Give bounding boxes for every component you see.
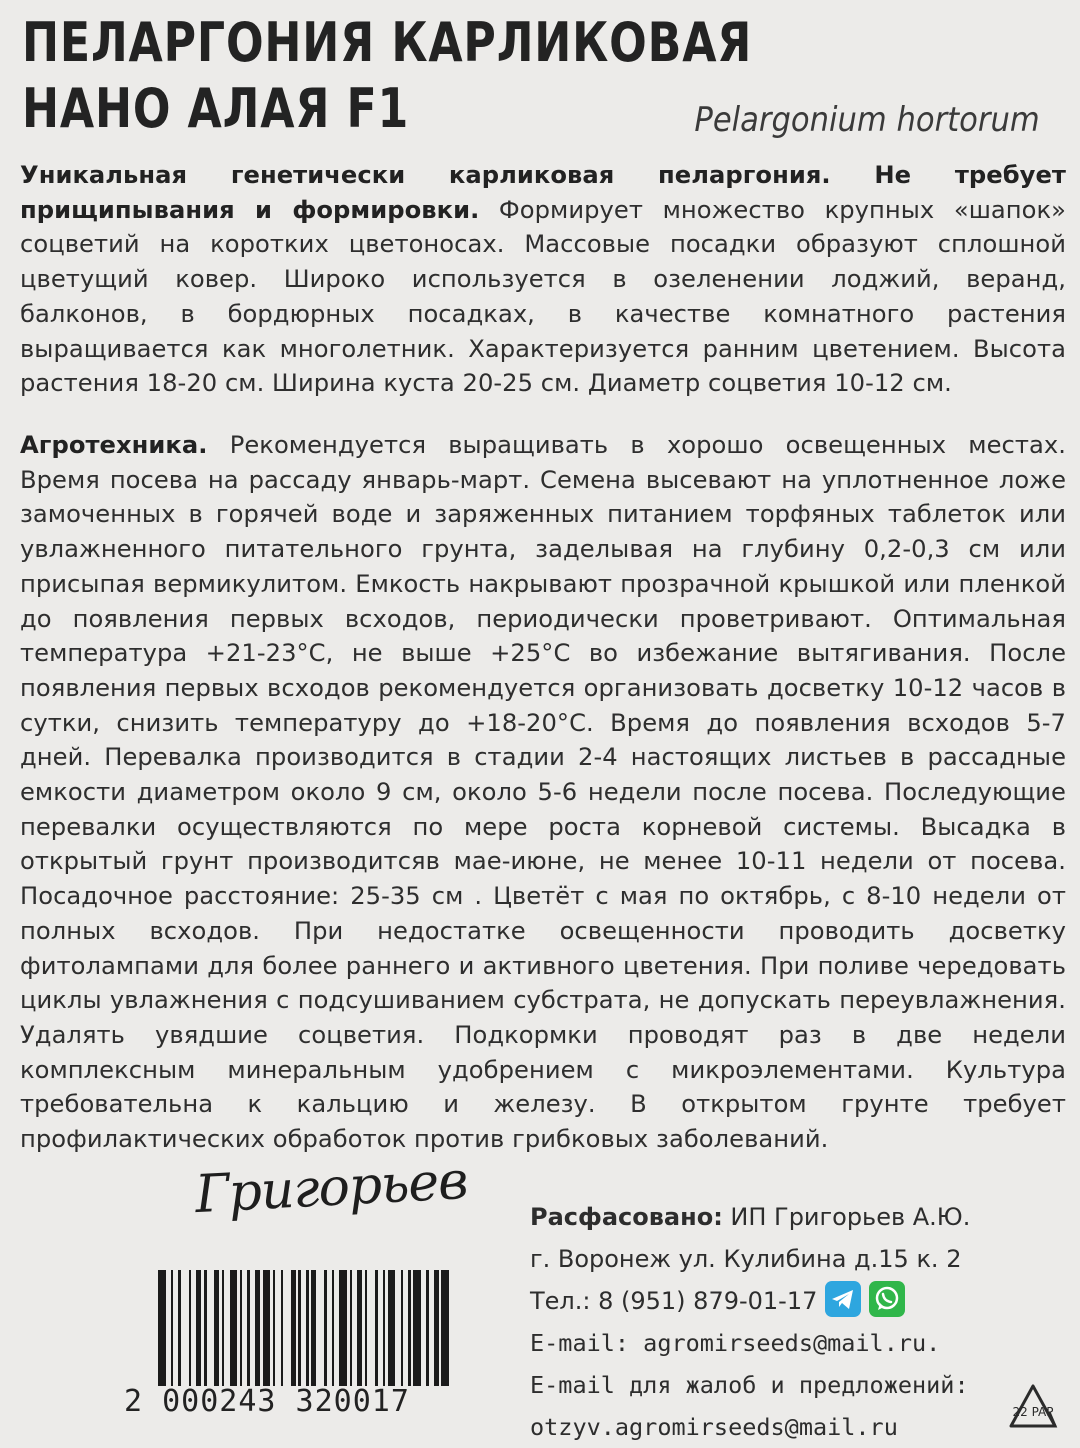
barcode-bar bbox=[413, 1270, 421, 1386]
recycle-icon bbox=[1003, 1382, 1063, 1440]
barcode-bar bbox=[388, 1270, 396, 1386]
barcode-bar bbox=[339, 1270, 347, 1386]
barcode-gap bbox=[367, 1270, 375, 1386]
recycle-code: 22 PAP bbox=[1012, 1405, 1054, 1419]
complaints-label: E-mail для жалоб и предложений: bbox=[530, 1371, 969, 1399]
email-line[interactable]: E-mail: agromirseeds@mail.ru. bbox=[530, 1329, 941, 1357]
agrotech-heading: Агротехника. bbox=[20, 431, 208, 459]
agrotech-text: Рекомендуется выращивать в хорошо освещенных местах. Время посева на рассаду январь-март. Семена высевают на уплотненное ложе замоченных в горячей воде и заряженных питанием торфяных таблеток или увлажненного питательного грунта, заделывая на глубину 0,2-0,3 см или присыпая вермикулитом. Емкость накрывают прозрачной крышкой или пленкой до появления первых всходов, периодически проветривают. Оптимальная температура +21-23°С, не выше +25°С во избежание вытягивания. После появления первых всходов рекомендуется организовать досветку 10-12 часов в сутки, снизить температуру до +18-20°С. Время до появления всходов 5-7 дней. Перевалка производится в стадии 2-4 настоящих листьев в рассадные емкости диаметром около 9 см, около 5-6 недели после посева. Последующие перевалки осуществляются по мере роста корневой системы. Высадка в открытый грунт производитсяв мае-июне, не менее 10-11 недели от посева. Посадочное расстояние: 25-35 см . Цветёт с мая по октябрь, с 8-10 недели от полных всходов. При недостатке освещенности проводить досветку фитолампами для более раннего и активного цветения. При поливе чередовать циклы увлажнения с подсушиванием субстрата, не допускать переувлажнения. Удалять увядшие соцветия. Подкормки проводят раз в две недели комплексным минеральным удобрением с микроэлементами. Культура требовательна к кальцию и железу. В открытом грунте требует профилактических обработок против грибковых заболеваний. bbox=[20, 431, 1066, 1154]
description-text: Формирует множество крупных «шапок» соцветий на коротких цветоносах. Массовые посадки образуют сплошной цветущий ковер. Широко используется в озеленении лоджий, веранд, балконов, в бордюрных посадках, в качестве комнатного растения выращивается как многолетник. Характеризуется ранним цветением. Высота растения 18-20 см. Ширина куста 20-25 см. Диаметр соцветия 10-12 см. bbox=[20, 195, 1066, 398]
barcode-bar bbox=[441, 1270, 449, 1386]
latin-name: Pelargonium hortorum bbox=[694, 100, 1040, 140]
description-paragraph bbox=[20, 158, 1066, 401]
barcode-number: 2 000243 320017 bbox=[124, 1384, 410, 1419]
description-lead: Уникальная генетически карликовая пеларгония. Не требует прищипывания и формировки. bbox=[20, 161, 1066, 224]
packed-by-line bbox=[530, 1196, 1050, 1238]
phone-number: Тел.: 8 (951) 879-01-17 bbox=[530, 1287, 818, 1315]
title-line-2: НАНО АЛАЯ F1 bbox=[22, 77, 410, 140]
packed-label: Расфасовано: bbox=[530, 1203, 723, 1231]
complaints-email[interactable]: otzyv.agromirseeds@mail.ru bbox=[530, 1413, 898, 1441]
barcode-bar bbox=[158, 1270, 166, 1386]
address-line: г. Воронеж ул. Кулибина д.15 к. 2 bbox=[530, 1245, 962, 1273]
barcode-gap bbox=[283, 1270, 291, 1386]
barcode-gap bbox=[207, 1270, 215, 1386]
whatsapp-icon[interactable] bbox=[869, 1281, 905, 1317]
title-line-1: ПЕЛАРГОНИЯ КАРЛИКОВАЯ bbox=[22, 11, 753, 74]
contacts-block bbox=[530, 1196, 1050, 1448]
barcode-gap bbox=[316, 1270, 324, 1386]
barcode-bar bbox=[263, 1270, 271, 1386]
barcode-bar bbox=[230, 1270, 238, 1386]
barcode bbox=[158, 1270, 450, 1386]
packed-by: ИП Григорьев А.Ю. bbox=[722, 1203, 971, 1231]
barcode-gap bbox=[181, 1270, 189, 1386]
telegram-icon[interactable] bbox=[825, 1281, 861, 1317]
product-title bbox=[22, 10, 753, 142]
agrotech-paragraph bbox=[20, 428, 1066, 1157]
brand-logo: Григорьев bbox=[193, 1150, 469, 1226]
phone-line bbox=[530, 1280, 1050, 1322]
